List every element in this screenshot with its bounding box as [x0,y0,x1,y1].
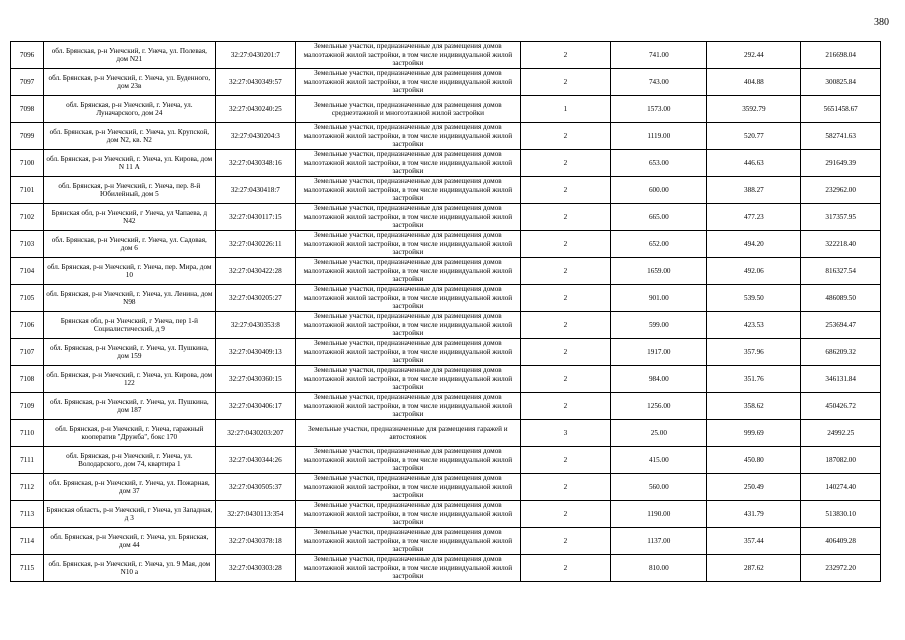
cadastral-value-cell: 232972.20 [801,555,881,582]
cadastral-value-cell: 450426.72 [801,393,881,420]
group-code-cell: 2 [520,231,611,258]
specific-value-cell: 450.80 [707,447,801,474]
land-purpose-cell: Земельные участки, предназначенные для размещения домов малоэтажной жилой застройки, в том числе индивидуальной жилой застройки [296,312,520,339]
row-number: 7100 [11,150,44,177]
group-code-cell: 2 [520,204,611,231]
area-cell: 653.00 [611,150,707,177]
cadastral-number-cell: 32:27:0430418:7 [215,177,296,204]
table-row [11,366,881,393]
table-row [11,69,881,96]
land-purpose-cell: Земельные участки, предназначенные для размещения домов малоэтажной жилой застройки, в том числе индивидуальной жилой застройки [296,366,520,393]
group-code-cell: 3 [520,420,611,447]
cadastral-number-cell: 32:27:0430344:26 [215,447,296,474]
cadastral-number-cell: 32:27:0430226:11 [215,231,296,258]
table-row [11,204,881,231]
row-number: 7102 [11,204,44,231]
table-row [11,474,881,501]
group-code-cell: 2 [520,501,611,528]
cadastral-value-cell: 582741.63 [801,123,881,150]
cadastral-value-cell: 406409.28 [801,528,881,555]
address-cell: обл. Брянская, р-н Унечский, г. Унеча, ул. Кирова, дом N 11 А [44,150,215,177]
group-code-cell: 2 [520,393,611,420]
cadastral-value-cell: 816327.54 [801,258,881,285]
area-cell: 665.00 [611,204,707,231]
specific-value-cell: 357.44 [707,528,801,555]
group-code-cell: 2 [520,366,611,393]
specific-value-cell: 477.23 [707,204,801,231]
row-number: 7111 [11,447,44,474]
cadastral-value-cell: 322218.40 [801,231,881,258]
address-cell: обл. Брянская, р-н Унечский, г. Унеча, гаражный кооператив "Дружба", бокс 170 [44,420,215,447]
table-row [11,150,881,177]
table-row [11,123,881,150]
row-number: 7115 [11,555,44,582]
address-cell: обл. Брянская, р-н Унечский, г. Унеча, ул. Пушкина, дом 159 [44,339,215,366]
cadastral-number-cell: 32:27:0430240:25 [215,96,296,123]
land-registry-table [10,41,881,582]
cadastral-value-cell: 253694.47 [801,312,881,339]
area-cell: 1573.00 [611,96,707,123]
row-number: 7105 [11,285,44,312]
address-cell: обл. Брянская, р-н Унечский, г. Унеча, ул. Садовая, дом 6 [44,231,215,258]
group-code-cell: 2 [520,177,611,204]
land-purpose-cell: Земельные участки, предназначенные для размещения домов малоэтажной жилой застройки, в том числе индивидуальной жилой застройки [296,447,520,474]
group-code-cell: 2 [520,474,611,501]
specific-value-cell: 539.50 [707,285,801,312]
specific-value-cell: 446.63 [707,150,801,177]
table-row [11,231,881,258]
cadastral-number-cell: 32:27:0430204:3 [215,123,296,150]
row-number: 7113 [11,501,44,528]
row-number: 7106 [11,312,44,339]
group-code-cell: 2 [520,339,611,366]
cadastral-value-cell: 216698.04 [801,42,881,69]
area-cell: 600.00 [611,177,707,204]
specific-value-cell: 423.53 [707,312,801,339]
cadastral-number-cell: 32:27:0430406:17 [215,393,296,420]
specific-value-cell: 292.44 [707,42,801,69]
address-cell: Брянская область, р-н Унечский, г Унеча, ул Западная, д 3 [44,501,215,528]
cadastral-value-cell: 187082.00 [801,447,881,474]
address-cell: обл. Брянская, р-н Унечский, г. Унеча, ул. Кирова, дом 122 [44,366,215,393]
cadastral-value-cell: 513830.10 [801,501,881,528]
land-purpose-cell: Земельные участки, предназначенные для размещения домов малоэтажной жилой застройки, в том числе индивидуальной жилой застройки [296,231,520,258]
land-purpose-cell: Земельные участки, предназначенные для размещения домов малоэтажной жилой застройки, в том числе индивидуальной жилой застройки [296,204,520,231]
land-purpose-cell: Земельные участки, предназначенные для размещения домов малоэтажной жилой застройки, в том числе индивидуальной жилой застройки [296,42,520,69]
land-purpose-cell: Земельные участки, предназначенные для размещения домов малоэтажной жилой застройки, в том числе индивидуальной жилой застройки [296,258,520,285]
area-cell: 560.00 [611,474,707,501]
area-cell: 743.00 [611,69,707,96]
table-row [11,555,881,582]
area-cell: 741.00 [611,42,707,69]
row-number: 7097 [11,69,44,96]
specific-value-cell: 431.79 [707,501,801,528]
land-purpose-cell: Земельные участки, предназначенные для размещения домов малоэтажной жилой застройки, в том числе индивидуальной жилой застройки [296,123,520,150]
specific-value-cell: 492.06 [707,258,801,285]
area-cell: 652.00 [611,231,707,258]
area-cell: 599.00 [611,312,707,339]
address-cell: Брянская обл, р-н Унечский, г Унеча, ул Чапаева, д N42 [44,204,215,231]
cadastral-number-cell: 32:27:0430378:18 [215,528,296,555]
address-cell: обл. Брянская, р-н Унечский, г. Унеча, пер. Мира, дом 10 [44,258,215,285]
table-row [11,339,881,366]
row-number: 7109 [11,393,44,420]
row-number: 7099 [11,123,44,150]
cadastral-number-cell: 32:27:0430203:207 [215,420,296,447]
cadastral-value-cell: 346131.84 [801,366,881,393]
specific-value-cell: 999.69 [707,420,801,447]
row-number: 7112 [11,474,44,501]
area-cell: 1190.00 [611,501,707,528]
group-code-cell: 2 [520,528,611,555]
address-cell: обл. Брянская, р-н Унечский, г. Унеча, ул. Полевая, дом N21 [44,42,215,69]
area-cell: 810.00 [611,555,707,582]
group-code-cell: 2 [520,123,611,150]
specific-value-cell: 404.88 [707,69,801,96]
row-number: 7114 [11,528,44,555]
table-row [11,501,881,528]
group-code-cell: 2 [520,42,611,69]
land-purpose-cell: Земельные участки, предназначенные для размещения домов малоэтажной жилой застройки, в том числе индивидуальной жилой застройки [296,177,520,204]
specific-value-cell: 287.62 [707,555,801,582]
area-cell: 1137.00 [611,528,707,555]
land-purpose-cell: Земельные участки, предназначенные для размещения домов малоэтажной жилой застройки, в том числе индивидуальной жилой застройки [296,393,520,420]
group-code-cell: 2 [520,285,611,312]
page-number: 380 [874,17,889,28]
area-cell: 1256.00 [611,393,707,420]
land-purpose-cell: Земельные участки, предназначенные для размещения домов среднеэтажной и многоэтажной жилой застройки [296,96,520,123]
table-body [11,42,881,582]
specific-value-cell: 494.20 [707,231,801,258]
address-cell: обл. Брянская, р-н Унечский, г. Унеча, пер. 8-й Юбилейный, дом 5 [44,177,215,204]
address-cell: обл. Брянская, р-н Унечский, г. Унеча, ул. Пожарная, дом 37 [44,474,215,501]
cadastral-number-cell: 32:27:0430205:27 [215,285,296,312]
cadastral-value-cell: 291649.39 [801,150,881,177]
table-row [11,312,881,339]
group-code-cell: 1 [520,96,611,123]
table-row [11,393,881,420]
group-code-cell: 2 [520,447,611,474]
area-cell: 415.00 [611,447,707,474]
row-number: 7104 [11,258,44,285]
area-cell: 901.00 [611,285,707,312]
group-code-cell: 2 [520,555,611,582]
specific-value-cell: 357.96 [707,339,801,366]
cadastral-value-cell: 232962.00 [801,177,881,204]
table-row [11,42,881,69]
row-number: 7103 [11,231,44,258]
group-code-cell: 2 [520,69,611,96]
address-cell: обл. Брянская, р-н Унечский, г. Унеча, ул. Пушкина, дом 187 [44,393,215,420]
table-row [11,177,881,204]
row-number: 7108 [11,366,44,393]
address-cell: обл. Брянская, р-н Унечский, г. Унеча, ул. Брянская, дом 44 [44,528,215,555]
land-purpose-cell: Земельные участки, предназначенные для размещения домов малоэтажной жилой застройки, в том числе индивидуальной жилой застройки [296,528,520,555]
land-purpose-cell: Земельные участки, предназначенные для размещения домов малоэтажной жилой застройки, в том числе индивидуальной жилой застройки [296,69,520,96]
row-number: 7107 [11,339,44,366]
land-purpose-cell: Земельные участки, предназначенные для размещения домов малоэтажной жилой застройки, в том числе индивидуальной жилой застройки [296,150,520,177]
specific-value-cell: 351.76 [707,366,801,393]
area-cell: 1659.00 [611,258,707,285]
address-cell: обл. Брянская, р-н Унечский, г. Унеча, ул. Луначарского, дом 24 [44,96,215,123]
cadastral-number-cell: 32:27:0430409:13 [215,339,296,366]
land-purpose-cell: Земельные участки, предназначенные для размещения домов малоэтажной жилой застройки, в том числе индивидуальной жилой застройки [296,285,520,312]
cadastral-number-cell: 32:27:0430353:8 [215,312,296,339]
address-cell: обл. Брянская, р-н Унечский, г. Унеча, ул. Буденного, дом 23в [44,69,215,96]
specific-value-cell: 250.49 [707,474,801,501]
cadastral-number-cell: 32:27:0430117:15 [215,204,296,231]
row-number: 7110 [11,420,44,447]
cadastral-number-cell: 32:27:0430349:57 [215,69,296,96]
specific-value-cell: 388.27 [707,177,801,204]
group-code-cell: 2 [520,312,611,339]
area-cell: 1119.00 [611,123,707,150]
land-purpose-cell: Земельные участки, предназначенные для размещения домов малоэтажной жилой застройки, в том числе индивидуальной жилой застройки [296,501,520,528]
row-number: 7096 [11,42,44,69]
cadastral-value-cell: 140274.40 [801,474,881,501]
land-purpose-cell: Земельные участки, предназначенные для размещения домов малоэтажной жилой застройки, в том числе индивидуальной жилой застройки [296,339,520,366]
cadastral-number-cell: 32:27:0430201:7 [215,42,296,69]
cadastral-number-cell: 32:27:0430422:28 [215,258,296,285]
table-row [11,285,881,312]
cadastral-value-cell: 317357.95 [801,204,881,231]
specific-value-cell: 358.62 [707,393,801,420]
cadastral-number-cell: 32:27:0430113:354 [215,501,296,528]
cadastral-value-cell: 24992.25 [801,420,881,447]
cadastral-value-cell: 5651458.67 [801,96,881,123]
group-code-cell: 2 [520,258,611,285]
cadastral-value-cell: 300825.84 [801,69,881,96]
land-purpose-cell: Земельные участки, предназначенные для размещения гаражей и автостоянок [296,420,520,447]
cadastral-number-cell: 32:27:0430348:16 [215,150,296,177]
table-row [11,96,881,123]
land-purpose-cell: Земельные участки, предназначенные для размещения домов малоэтажной жилой застройки, в том числе индивидуальной жилой застройки [296,555,520,582]
cadastral-number-cell: 32:27:0430303:28 [215,555,296,582]
area-cell: 25.00 [611,420,707,447]
table-row [11,528,881,555]
group-code-cell: 2 [520,150,611,177]
specific-value-cell: 3592.79 [707,96,801,123]
specific-value-cell: 520.77 [707,123,801,150]
address-cell: Брянская обл, р-н Унечский, г Унеча, пер 1-й Социалистический, д 9 [44,312,215,339]
cadastral-number-cell: 32:27:0430505:37 [215,474,296,501]
cadastral-value-cell: 486089.50 [801,285,881,312]
address-cell: обл. Брянская, р-н Унечский, г. Унеча, ул. 9 Мая, дом N10 а [44,555,215,582]
area-cell: 1917.00 [611,339,707,366]
land-purpose-cell: Земельные участки, предназначенные для размещения домов малоэтажной жилой застройки, в том числе индивидуальной жилой застройки [296,474,520,501]
cadastral-number-cell: 32:27:0430360:15 [215,366,296,393]
table-row [11,258,881,285]
row-number: 7098 [11,96,44,123]
address-cell: обл. Брянская, р-н Унечский, г. Унеча, ул. Ленина, дом N98 [44,285,215,312]
table-row [11,447,881,474]
cadastral-value-cell: 686209.32 [801,339,881,366]
row-number: 7101 [11,177,44,204]
address-cell: обл. Брянская, р-н Унечский, г. Унеча, ул. Крупской, дом N2, кв. N2 [44,123,215,150]
area-cell: 984.00 [611,366,707,393]
table-row [11,420,881,447]
address-cell: обл. Брянская, р-н Унечский, г. Унеча, ул. Володарского, дом 74, квартира 1 [44,447,215,474]
